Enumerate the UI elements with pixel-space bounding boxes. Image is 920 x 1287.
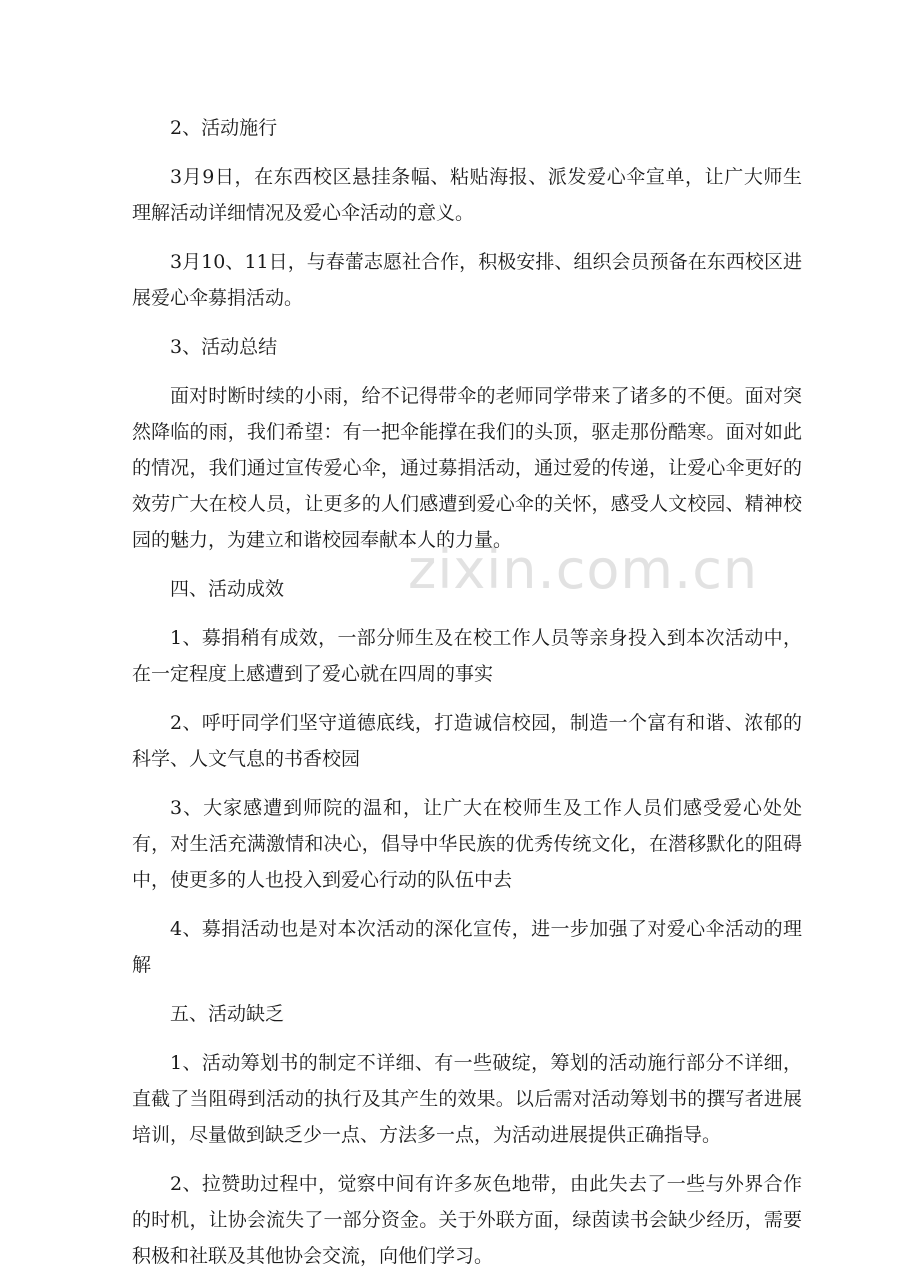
section-heading-implementation: 2、活动施行 xyxy=(170,117,278,139)
section-heading-shortcomings: 五、活动缺乏 xyxy=(170,1003,285,1025)
paragraph-shortcoming-2: 2、拉赞助过程中，觉察中间有许多灰色地带，由此失去了一些与外界合作的时机，让协会流失了一部分资金。关于外联方面，绿茵读书会缺少经历，需要积极和社联及其他协会交流，向他们学习。 xyxy=(132,1173,802,1267)
paragraph-result-4: 4、募捐活动也是对本次活动的深化宣传，进一步加强了对爱心伞活动的理解 xyxy=(132,918,802,976)
paragraph-result-1: 1、募捐稍有成效，一部分师生及在校工作人员等亲身投入到本次活动中，在一定程度上感遭到了爱心就在四周的事实 xyxy=(132,627,802,685)
paragraph-summary: 面对时断时续的小雨，给不记得带伞的老师同学带来了诸多的不便。面对突然降临的雨，我们希望：有一把伞能撑在我们的头顶，驱走那份酷寒。面对如此的情况，我们通过宣传爱心伞，通过募捐活动，通过爱的传递，让爱心伞更好的效劳广大在校人员，让更多的人们感遭到爱心伞的关怀，感受人文校园、精神校园的魅力，为建立和谐校园奉献本人的力量。 xyxy=(132,385,802,551)
paragraph-shortcoming-1: 1、活动筹划书的制定不详细、有一些破绽，筹划的活动施行部分不详细，直截了当阻碍到活动的执行及其产生的效果。以后需对活动筹划书的撰写者进展培训，尽量做到缺乏少一点、方法多一点，为活动进展提供正确指导。 xyxy=(132,1052,802,1146)
paragraph-result-2: 2、呼吁同学们坚守道德底线，打造诚信校园，制造一个富有和谐、浓郁的科学、人文气息的书香校园 xyxy=(132,712,802,770)
section-heading-summary: 3、活动总结 xyxy=(170,336,278,358)
paragraph-result-3: 3、大家感遭到师院的温和，让广大在校师生及工作人员们感受爱心处处有，对生活充满激情和决心，倡导中华民族的优秀传统文化，在潜移默化的阻碍中，使更多的人也投入到爱心行动的队伍中去 xyxy=(132,797,802,891)
watermark: zixin.com.cn xyxy=(408,538,759,601)
paragraph-march-9: 3月9日，在东西校区悬挂条幅、粘贴海报、派发爱心伞宣单，让广大师生理解活动详细情况及爱心伞活动的意义。 xyxy=(132,166,802,224)
section-heading-results: 四、活动成效 xyxy=(170,578,285,600)
document-body xyxy=(132,110,802,1287)
paragraph-march-10-11: 3月10、11日，与春蕾志愿社合作，积极安排、组织会员预备在东西校区进展爱心伞募捐活动。 xyxy=(132,251,802,309)
